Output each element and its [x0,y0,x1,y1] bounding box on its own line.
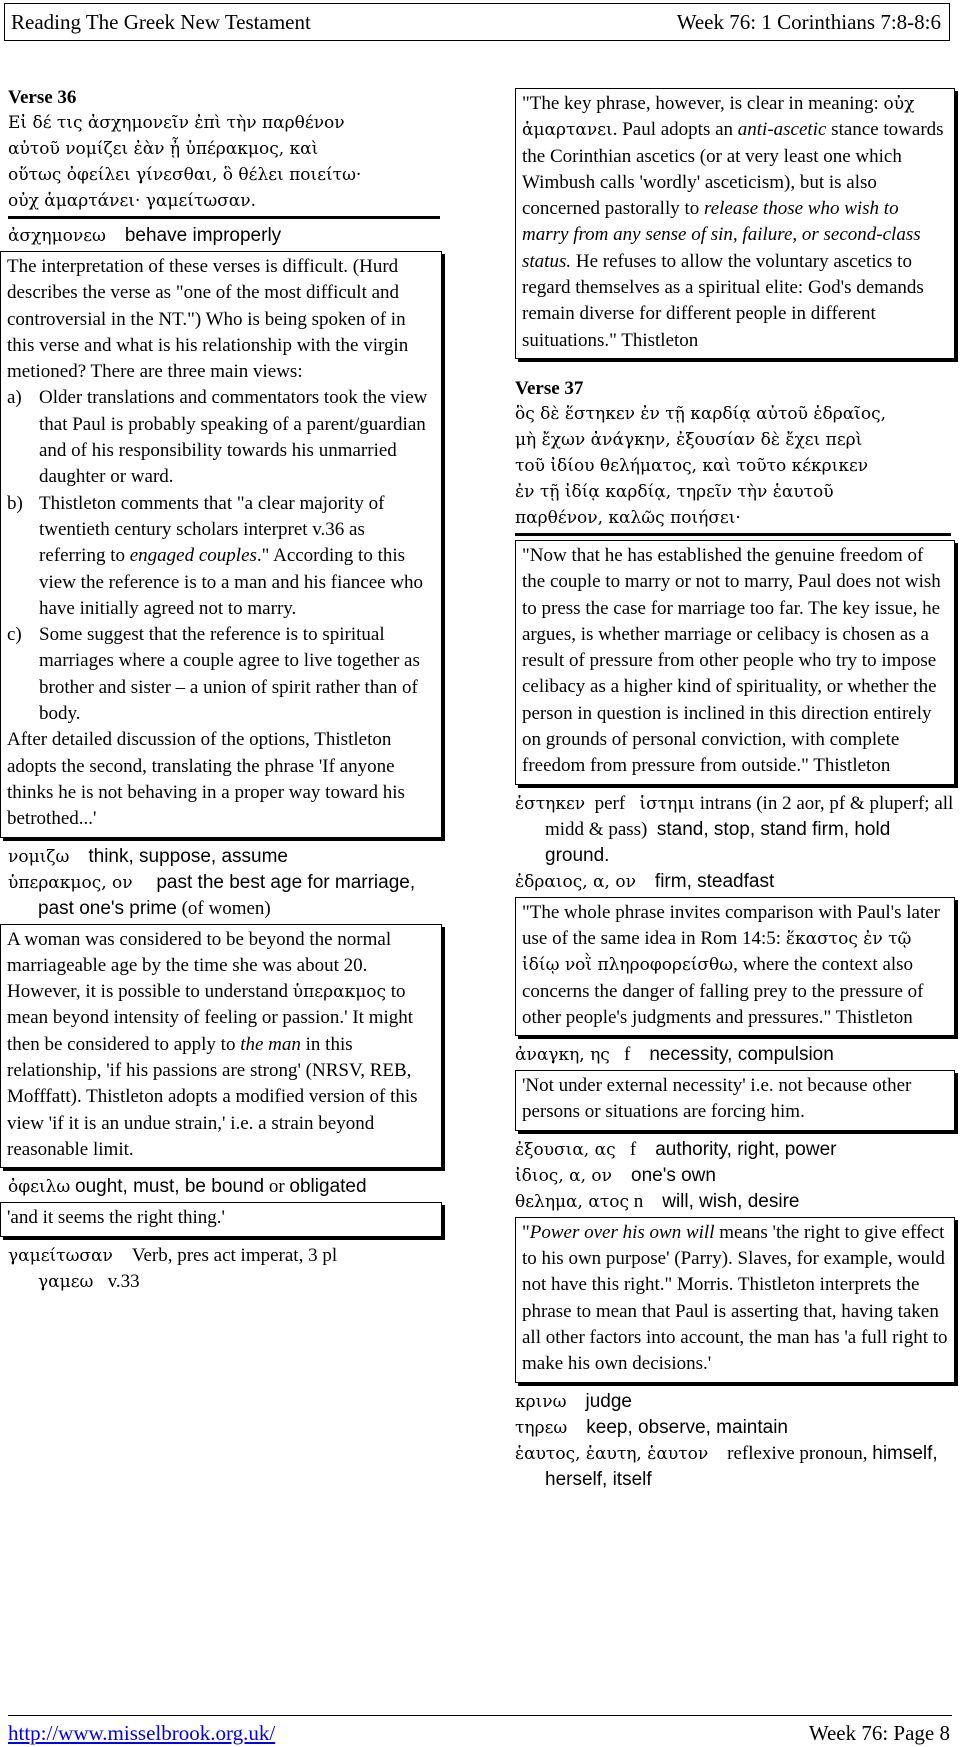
vocab-grammar: f [624,1044,631,1066]
verse-line: τοῦ ἰδίου θελήματος, καὶ τοῦτο κέκρικεν [515,455,869,476]
vocab-conj: or [264,1176,290,1198]
vocab-entry [8,223,440,249]
verse-37-heading: Verse 37 [515,377,584,399]
vocab-grammar: f [629,1138,637,1160]
vocab-greek: τηρεω [515,1417,568,1438]
emphasis-run: Power over his own will [529,1221,715,1243]
page-header [4,3,950,41]
vocab-gloss: authority, right, power [655,1138,837,1160]
commentary-box [0,1202,442,1236]
verse-line: ὃς δὲ ἕστηκεν ἐν τῇ καρδίᾳ αὐτοῦ ἑδραῖος, [515,403,886,424]
greek-run: οὐχ ἁμαρτανει [522,94,915,141]
verse-line: Εἰ δέ τις ἀσχημονεῖν ἐπὶ τὴν παρθένον [8,113,345,133]
option-text: Some suggest that the reference is to spiritual marriages where a couple agree to live together as brother and sister – a union of spirit rather than of body. [39,624,420,725]
header-title: Reading The Greek New Testament [11,10,311,34]
vocab-gloss: one's own [631,1164,716,1186]
option-text: Older translations and commentators took the view that Paul is probably speaking of a parent/guardian and of his responsibility towards his unmarried daughter or ward. [39,387,428,488]
text-run: "The whole phrase invites comparison with Paul's later use of the same idea in Rom 14:5: [522,901,940,949]
vocab-entry [515,869,955,895]
verse-line: οὐχ ἁμαρτάνει· γαμείτωσαν. [8,191,257,211]
commentary-box [515,88,955,359]
vocab-greek: θελημα, ατος [515,1191,629,1212]
vocab-grammar: perf [594,792,626,814]
greek-run: ἕκαστος ἐν τῷ ἰδίῳ νοῒ πληροφορείσθω [522,928,912,976]
verse-line: οὕτως ὀφείλει γίνεσθαι, ὃ θέλει ποιείτω· [8,165,362,185]
verse-36-text [8,110,440,219]
vocab-gloss: stand, stop, stand firm, hold ground. [545,818,891,866]
vocab-entry [8,1243,440,1269]
text-run: " [522,1221,530,1243]
vocab-greek: ἑαυτος, ἑαυτη, ἑαυτον [515,1443,709,1464]
commentary-para [522,1220,948,1378]
verse-36-heading: Verse 36 [8,87,77,108]
option-text: ." According to this view the reference is to a man and his fiancee who have initially agreed not to marry. [39,545,424,619]
vocab-greek: ἀσχημονεω [8,226,106,246]
vocab-grammar: Verb, pres act imperat, 3 pl [131,1244,338,1266]
vocab-gloss: firm, steadfast [654,870,775,892]
vocab-greek: γαμείτωσαν [8,1245,113,1266]
vocab-greek: ἑστηκεν [515,793,586,814]
vocab-greek: ὀφειλω [8,1177,71,1198]
vocab-greek: ὑπερακμος, ον [8,872,133,893]
verse-line: παρθένον, καλῶς ποιήσει· [515,507,741,528]
vocab-ref: v.33 [107,1270,140,1292]
vocab-gloss: past the best age for marriage, past one's prime [38,871,416,919]
vocab-greek: νομιζω [8,846,70,867]
vocab-entry [515,1137,955,1163]
commentary-outro: After detailed discussion of the options, Thistleton adopts the second, translating the phrase 'If anyone thinks he is not behaving in a proper way toward his betrothed...' [7,729,405,830]
vocab-gloss: behave improperly [124,225,282,246]
text-run: stance towards the Corinthian ascetics (or at very least one which Wimbush calls 'wordly' asceticism), but is also concerned pastorally to [522,119,944,220]
vocab-entry [8,870,440,922]
option-b [7,491,435,622]
right-column [515,88,955,1493]
vocab-greek: ἰδιος, α, ον [515,1165,612,1186]
vocab-entry [8,844,440,870]
vocab-entry [515,1189,955,1215]
vocab-note: (of women) [176,897,271,919]
vocab-gloss: ought, must, be bound [75,1176,265,1198]
vocab-gloss: obligated [289,1176,367,1198]
vocab-gloss: will, wish, desire [662,1190,800,1212]
page-footer [8,1721,952,1745]
text-run: , where the context also concerns the danger of falling prey to the pressure of other people's judgments and pressures." Thistleton [522,954,924,1028]
vocab-entry [515,791,955,869]
vocab-entry [515,1042,955,1068]
text-run: However, it is possible to understand [7,981,293,1003]
header-week: Week 76: 1 Corinthians 7:8-8:6 [676,10,941,34]
vocab-greek: ἑδραιος, α, ον [515,871,636,892]
commentary-box [515,1070,955,1131]
text-run: "The key phrase, however, is clear in meaning: [522,93,884,114]
commentary-para: "Now that he has established the genuine freedom of the couple to marry or not to marry, Paul does not wish to press the case for marriage too far. The key issue, he argues, is whether marriage or celibacy is chosen as a result of pressure from other people who try to impose celibacy as a higher kind of spirituality, or whether the person in question is inclined in this direction entirely on grounds of personal conviction, with complete freedom from pressure from outside." Thistleton [522,544,941,777]
text-run: to mean beyond intensity of feeling or passion.' It might then be considered to apply to [7,981,414,1055]
commentary-box [0,924,442,1169]
commentary-box [515,897,955,1036]
vocab-gloss: think, suppose, assume [88,845,288,867]
commentary-para: 'and it seems the right thing.' [7,1207,225,1229]
vocab-entry [515,1441,955,1493]
verse-37-text [515,401,951,536]
vocab-gloss: judge [585,1390,632,1412]
commentary-para [7,979,435,1163]
vocab-gloss: himself, herself, itself [545,1442,938,1490]
commentary-para [522,900,948,1031]
option-a [7,385,435,490]
commentary-para: 'Not under external necessity' i.e. not because other persons or situations are forcing him. [522,1075,912,1123]
commentary-box [515,1217,955,1383]
option-text: Thistleton comments that "a clear majority of twentieth century scholars interpret v.36 as referring to [39,492,385,567]
vocab-grammar: reflexive pronoun, [727,1442,868,1464]
verse-line: μὴ ἔχων ἀνάγκην, ἐξουσίαν δὲ ἔχει περὶ [515,429,863,450]
commentary-box [515,540,955,785]
text-run: in this relationship, 'if his passions are strong' (NRSV, REB, Mofffatt). Thistleton adopts a modified version of this view 'if it is an undue strain,' i.e. a strain beyond reasonable limit. [7,1033,418,1160]
emphasis-run: the man [240,1033,301,1055]
text-run: He refuses to allow the voluntary ascetics to regard themselves as a spiritual elite: God's demands remain diverse for different people in different suituations." Thistleton [522,250,924,351]
option-c [7,622,435,727]
vocab-entry [8,1269,440,1295]
text-run: . Paul adopts an [612,119,738,141]
option-emphasis: engaged couples [129,545,257,567]
vocab-greek: ἀναγκη, ης [515,1045,610,1066]
verse-line: ἐν τῇ ἰδίᾳ καρδίᾳ, τηρεῖν τὴν ἑαυτοῦ [515,481,834,502]
page-number: Week 76: Page 8 [808,1721,950,1745]
text-run: means 'the right to give effect to his own purpose' (Parry). Slaves, for example, would not have this right." Morris. Thistleton interprets the phrase to mean that Paul is asserting that, having taken all other factors into account, the man has 'a full right to make his own decisions.' [522,1221,948,1375]
vocab-gloss: necessity, compulsion [649,1044,834,1066]
emphasis-run: anti-ascetic [737,119,827,141]
option-label: c) [7,624,22,646]
left-column [8,86,440,1295]
vocab-grammar: intrans (in 2 aor, pf & pluperf; all midd & pass) [545,792,954,840]
option-label: a) [7,387,22,409]
site-link[interactable]: http://www.misselbrook.org.uk/ [8,1721,276,1745]
vocab-gloss: keep, observe, maintain [586,1416,788,1438]
verse-line: αὐτοῦ νομίζει ἐὰν ᾖ ὑπέρακμος, καὶ [8,139,319,159]
greek-run: ὑπερακμος [292,982,386,1003]
commentary-para: A woman was considered to be beyond the normal marriageable age by the time she was about 20. [7,928,392,976]
vocab-greek: γαμεω [38,1271,94,1292]
vocab-entry [515,1389,955,1415]
commentary-box [0,251,442,838]
commentary-intro: The interpretation of these verses is difficult. (Hurd describes the verse as "one of the most difficult and controversial in the NT.") Who is being spoken of in this verse and what is his relationship with the virgin metioned? There are three main views: [7,256,409,383]
emphasis-run: release those who wish to marry from any sense of sin, failure, or second-class status. [522,198,921,272]
footer-rule [8,1715,952,1716]
option-label: b) [7,492,23,514]
commentary-para [522,91,948,354]
vocab-entry [515,1415,955,1441]
vocab-greek: ἱστημι [639,793,696,814]
vocab-grammar: n [633,1190,644,1212]
vocab-greek: ἐξουσια, ας [515,1139,616,1160]
vocab-greek: κρινω [515,1391,567,1412]
vocab-entry [8,1174,440,1200]
vocab-entry [515,1163,955,1189]
